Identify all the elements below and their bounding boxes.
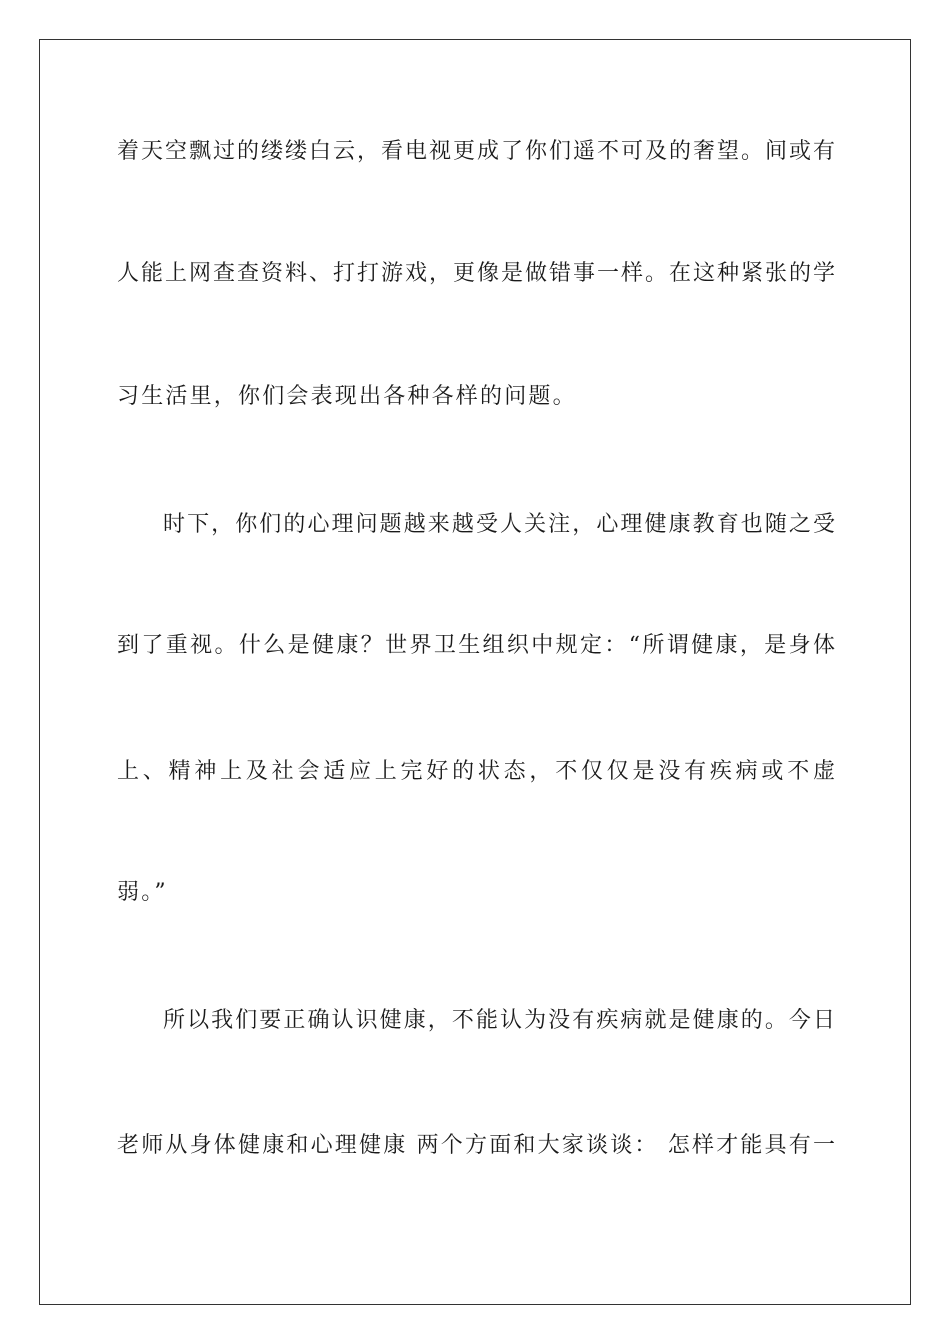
text-line: 弱。” [117,880,168,905]
text-line: 到了重视。什么是健康？世界卫生组织中规定：“所谓健康，是身体 [117,633,835,658]
text-line: 人能上网查查资料、打打游戏，更像是做错事一样。在这种紧张的学 [117,261,835,286]
text-line: 着天空飘过的缕缕白云，看电视更成了你们遥不可及的奢望。间或有 [117,139,835,164]
text-line: 上、精神上及社会适应上完好的状态，不仅仅是没有疾病或不虚 [117,759,835,784]
text-line: 老师从身体健康和心理健康 两个方面和大家谈谈： 怎样才能具有一 [117,1133,835,1158]
page-border [39,39,911,1305]
text-line: 习生活里，你们会表现出各种各样的问题。 [117,384,577,409]
paragraph-first-line: 所以我们要正确认识健康，不能认为没有疾病就是健康的。今日 [163,1008,835,1033]
paragraph-first-line: 时下，你们的心理问题越来越受人关注，心理健康教育也随之受 [163,512,835,537]
